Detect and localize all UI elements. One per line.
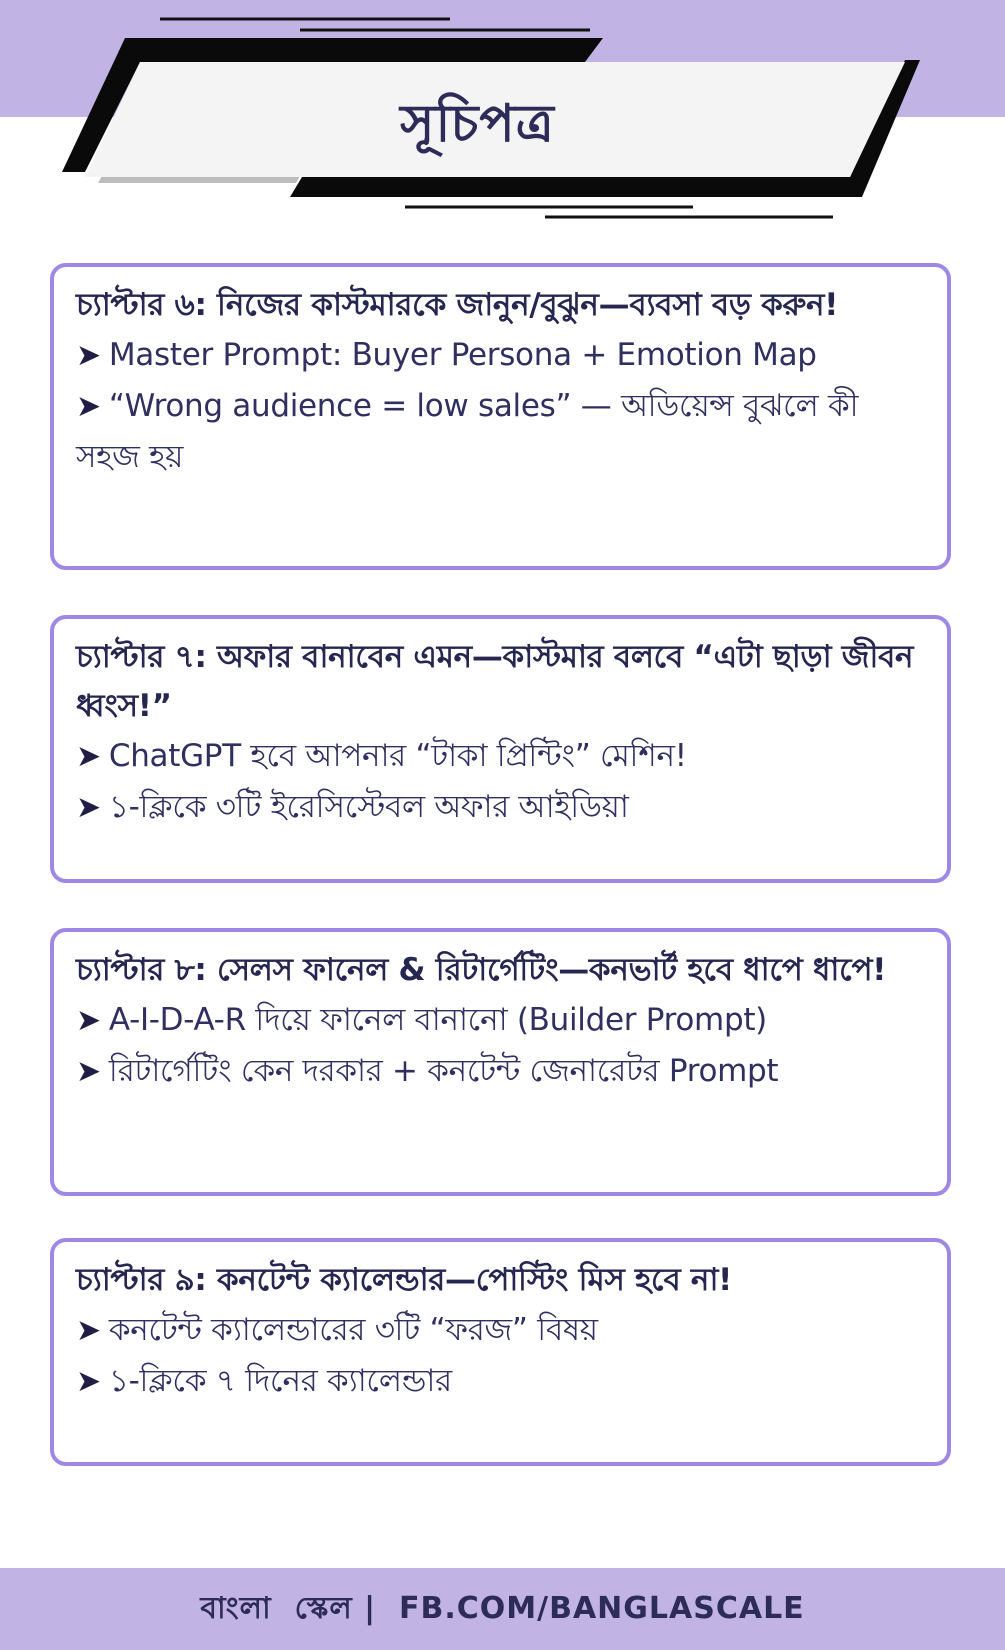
- arrow-bullet-icon: ➤: [76, 1313, 101, 1348]
- bullet-text: “Wrong audience = low sales” — অডিয়েন্স বুঝলে কী সহজ হয়: [76, 388, 859, 475]
- chapter-bullet: [76, 782, 923, 833]
- bullet-text: A-I-D-A-R দিয়ে ফানেল বানানো (Builder Prompt): [108, 1002, 767, 1038]
- bullet-text: কনটেন্ট ক্যালেন্ডারের ৩টি “ফরজ” বিষয়: [108, 1312, 598, 1348]
- chapter-bullet: [76, 1356, 923, 1407]
- chapter-bullet: [76, 381, 923, 482]
- arrow-bullet-icon: ➤: [76, 389, 101, 424]
- chapter-heading: চ্যাপ্টার ৯: কনটেন্ট ক্যালেন্ডার—পোস্টিং মিস হবে না!: [76, 1262, 732, 1298]
- chapter-card: [50, 1238, 951, 1466]
- chapter-bullet: [76, 995, 923, 1046]
- footer-band: [0, 1568, 1005, 1650]
- bullet-text: Master Prompt: Buyer Persona + Emotion Map: [108, 337, 817, 373]
- chapter-bullet: [76, 731, 923, 782]
- page-title: সূচিপত্র: [400, 92, 555, 154]
- bullet-text: ১-ক্লিকে ৩টি ইরেসিস্টেবল অফার আইডিয়া: [108, 789, 629, 825]
- chapter-card: [50, 928, 951, 1196]
- arrow-bullet-icon: ➤: [76, 790, 101, 825]
- chapter-heading: চ্যাপ্টার ৮: সেলস ফানেল & রিটার্গেটিং—কনভার্ট হবে ধাপে ধাপে!: [76, 952, 887, 988]
- chapter-bullet: [76, 1046, 923, 1097]
- arrow-bullet-icon: ➤: [76, 739, 101, 774]
- arrow-bullet-icon: ➤: [76, 1054, 101, 1089]
- bullet-text: ১-ক্লিকে ৭ দিনের ক্যালেন্ডার: [108, 1363, 452, 1399]
- chapter-bullet: [76, 1305, 923, 1356]
- chapter-heading: চ্যাপ্টার ৬: নিজের কাস্টমারকে জানুন/বুঝুন—ব্যবসা বড় করুন!: [76, 287, 839, 323]
- chapter-card: [50, 263, 951, 570]
- chapter-bullet: [76, 330, 923, 381]
- bullet-text: রিটার্গেটিং কেন দরকার + কনটেন্ট জেনারেটর Prompt: [108, 1053, 779, 1089]
- chapter-card: [50, 615, 951, 883]
- arrow-bullet-icon: ➤: [76, 1364, 101, 1399]
- bullet-text: ChatGPT হবে আপনার “টাকা প্রিন্টিং” মেশিন!: [108, 738, 687, 774]
- footer-brand-text: বাংলা স্কেল | FB.COM/BANGLASCALE: [200, 1590, 805, 1626]
- banner-grey-edge: [98, 176, 300, 183]
- arrow-bullet-icon: ➤: [76, 1003, 101, 1038]
- chapter-heading: চ্যাপ্টার ৭: অফার বানাবেন এমন—কাস্টমার বলবে “এটা ছাড়া জীবন ধ্বংস!”: [76, 639, 914, 724]
- arrow-bullet-icon: ➤: [76, 338, 101, 373]
